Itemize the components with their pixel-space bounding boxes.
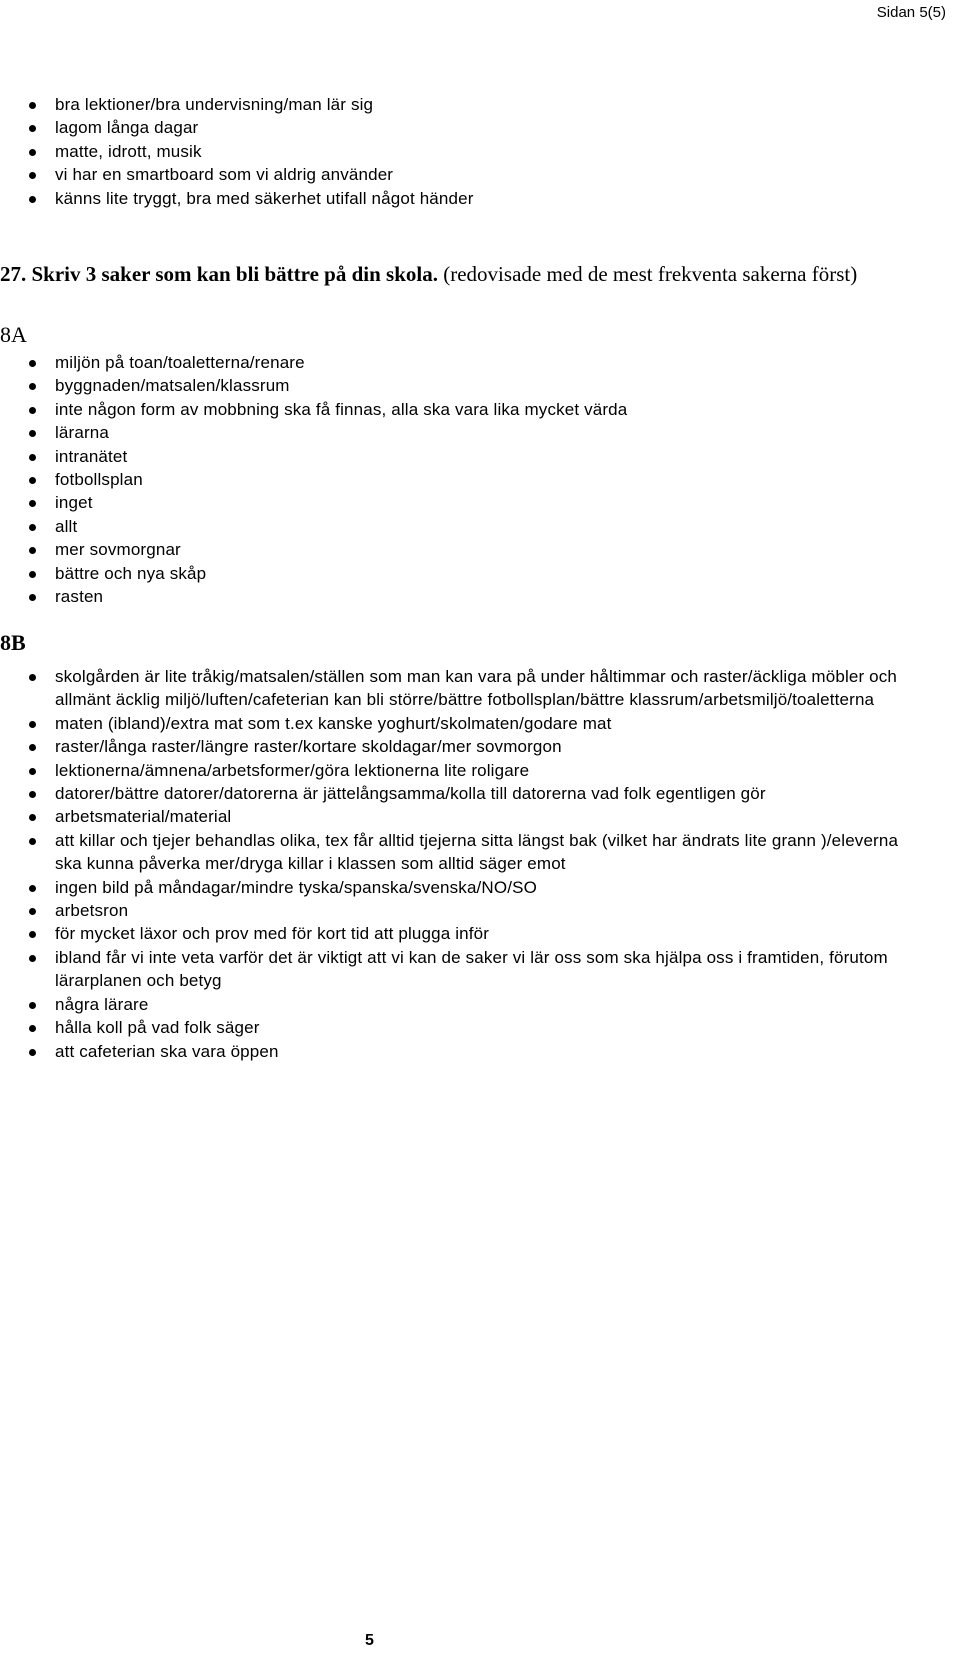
list-item: lektionerna/ämnena/arbetsformer/göra lektionerna lite roligare <box>0 759 940 782</box>
list-item: arbetsron <box>0 899 940 922</box>
list-item: raster/långa raster/längre raster/kortare skoldagar/mer sovmorgon <box>0 735 940 758</box>
list-item: matte, idrott, musik <box>0 140 940 163</box>
list-item: lagom långa dagar <box>0 116 940 139</box>
list-item: bättre och nya skåp <box>0 562 940 585</box>
list-item: rasten <box>0 585 940 608</box>
list-item: vi har en smartboard som vi aldrig använder <box>0 163 940 186</box>
list-item: intranätet <box>0 445 940 468</box>
question-note: (redovisade med de mest frekventa sakerna först) <box>438 262 858 286</box>
list-item: bra lektioner/bra undervisning/man lär sig <box>0 93 940 116</box>
section-heading-8b: 8B <box>0 630 26 655</box>
list-item: känns lite tryggt, bra med säkerhet utifall något händer <box>0 187 940 210</box>
list-item: att killar och tjejer behandlas olika, tex får alltid tjejerna sitta längst bak (vilket har ändrats lite grann )/eleverna ska kunna påverka mer/dryga killar i klassen som alltid säger emot <box>0 829 940 876</box>
list-item: för mycket läxor och prov med för kort tid att plugga inför <box>0 922 940 945</box>
list-item: mer sovmorgnar <box>0 538 940 561</box>
page-number: 5 <box>365 1632 374 1649</box>
list-item: fotbollsplan <box>0 468 940 491</box>
list-item: datorer/bättre datorer/datorerna är jättelångsamma/kolla till datorerna vad folk egentligen gör <box>0 782 940 805</box>
bullet-list-8b <box>0 665 940 1063</box>
list-item: att cafeterian ska vara öppen <box>0 1040 940 1063</box>
list-item: ingen bild på måndagar/mindre tyska/spanska/svenska/NO/SO <box>0 876 940 899</box>
list-item: skolgården är lite tråkig/matsalen/ställen som man kan vara på under håltimmar och raster/äckliga möbler och allmänt äcklig miljö/luften/cafeterian kan bli större/bättre fotbollsplan/bättre klassrum/arbetsmiljö/toaletterna <box>0 665 940 712</box>
section-heading-8a: 8A <box>0 322 27 347</box>
list-item: maten (ibland)/extra mat som t.ex kanske yoghurt/skolmaten/godare mat <box>0 712 940 735</box>
question-27 <box>0 260 920 289</box>
list-item: hålla koll på vad folk säger <box>0 1016 940 1039</box>
list-item: lärarna <box>0 421 940 444</box>
list-item: allt <box>0 515 940 538</box>
question-title: 27. Skriv 3 saker som kan bli bättre på din skola. <box>0 262 438 286</box>
list-item: ibland får vi inte veta varför det är viktigt att vi kan de saker vi lär oss som ska hjälpa oss i framtiden, förutom lärarplanen och betyg <box>0 946 940 993</box>
list-item: arbetsmaterial/material <box>0 805 940 828</box>
bullet-list-8a <box>0 351 940 608</box>
list-item: inte någon form av mobbning ska få finnas, alla ska vara lika mycket värda <box>0 398 940 421</box>
page-header-label: Sidan 5(5) <box>876 4 946 21</box>
list-item: några lärare <box>0 993 940 1016</box>
list-item: byggnaden/matsalen/klassrum <box>0 374 940 397</box>
list-item: inget <box>0 491 940 514</box>
top-bullet-list <box>0 93 940 210</box>
list-item: miljön på toan/toaletterna/renare <box>0 351 940 374</box>
